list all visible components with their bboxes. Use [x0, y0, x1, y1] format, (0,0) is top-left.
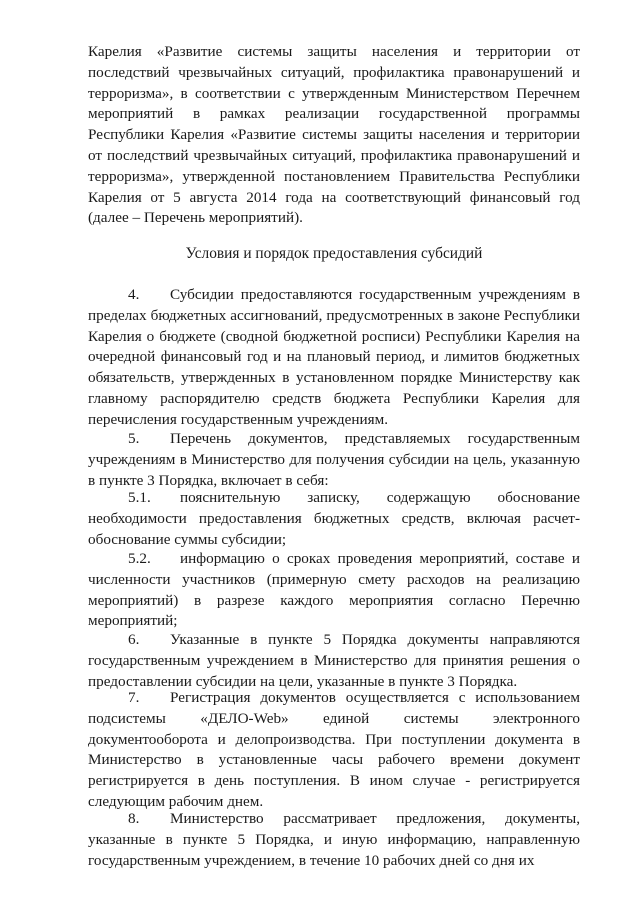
- paragraph-number: 8.: [128, 810, 140, 827]
- continuation-paragraph: Карелия «Развитие системы защиты населения и территории от последствий чрезвычайных ситуаций, профилактика правонарушений и терроризма», в соответствии с утвержденным Министерством Перечнем мероприятий в рамках реализации государственной программы Республики Карелия «Развитие системы защиты населения и территории от последствий чрезвычайных ситуаций, профилактика правонарушений и терроризма», утвержденной постановлением Правительства Республики Карелия от 5 августа 2014 года на соответствующий финансовый год (далее – Перечень мероприятий).: [88, 43, 580, 227]
- paragraph-text: Министерство рассматривает предложения, документы, указанные в пункте 5 Порядка, и иную информацию, направленную государственным учреждением, в течение 10 рабочих дней со дня их: [88, 810, 580, 869]
- paragraph-text: информацию о сроках проведения мероприятий, составе и численности участников (примерную смету расходов на реализацию мероприятий) в разрезе каждого мероприятия согласно Перечню мероприятий;: [88, 550, 580, 630]
- paragraph-number: 5.: [128, 430, 140, 447]
- paragraph-5-2: [88, 549, 580, 632]
- paragraph-text: Перечень документов, представляемых государственным учреждениям в Министерство для получения субсидии на цель, указанную в пункте 3 Порядка, включает в себя:: [88, 430, 580, 489]
- paragraph-number: 4.: [128, 286, 140, 303]
- paragraph-7: [88, 688, 580, 813]
- paragraph-6: [88, 630, 580, 692]
- paragraph-8: [88, 809, 580, 871]
- section-heading: Условия и порядок предоставления субсидий: [185, 245, 483, 262]
- paragraph-text: Регистрация документов осуществляется с использованием подсистемы «ДЕЛО-Web» единой системы электронного документооборота и делопроизводства. При поступлении документа в Министерство в установленные часы рабочего времени документ регистрируется в день поступления. В ином случае - регистрируется следующим рабочим днем.: [88, 689, 580, 810]
- paragraph-number: 5.2.: [128, 550, 151, 567]
- paragraph-text: пояснительную записку, содержащую обоснование необходимости предоставления бюджетных средств, включая расчет-обоснование суммы субсидии;: [88, 489, 580, 548]
- paragraph-number: 6.: [128, 631, 140, 648]
- paragraph-5: [88, 429, 580, 491]
- paragraph-5-1: [88, 488, 580, 550]
- paragraph-text: Указанные в пункте 5 Порядка документы направляются государственным учреждением в Министерство для принятия решения о предоставлении субсидии на цели, указанные в пункте 3 Порядка.: [88, 631, 580, 690]
- paragraph-number: 7.: [128, 689, 140, 706]
- paragraph-4: [88, 285, 580, 431]
- paragraph-text: Субсидии предоставляются государственным учреждениям в пределах бюджетных ассигнований, предусмотренных в законе Республики Карелия о бюджете (сводной бюджетной росписи) Республики Карелия на очередной финансовый год и на плановый период, и лимитов бюджетных обязательств, утвержденных в установленном порядке Министерству как главному распорядителю средств бюджета Республики Карелия для перечисления государственным учреждениям.: [88, 286, 580, 428]
- paragraph-number: 5.1.: [128, 489, 151, 506]
